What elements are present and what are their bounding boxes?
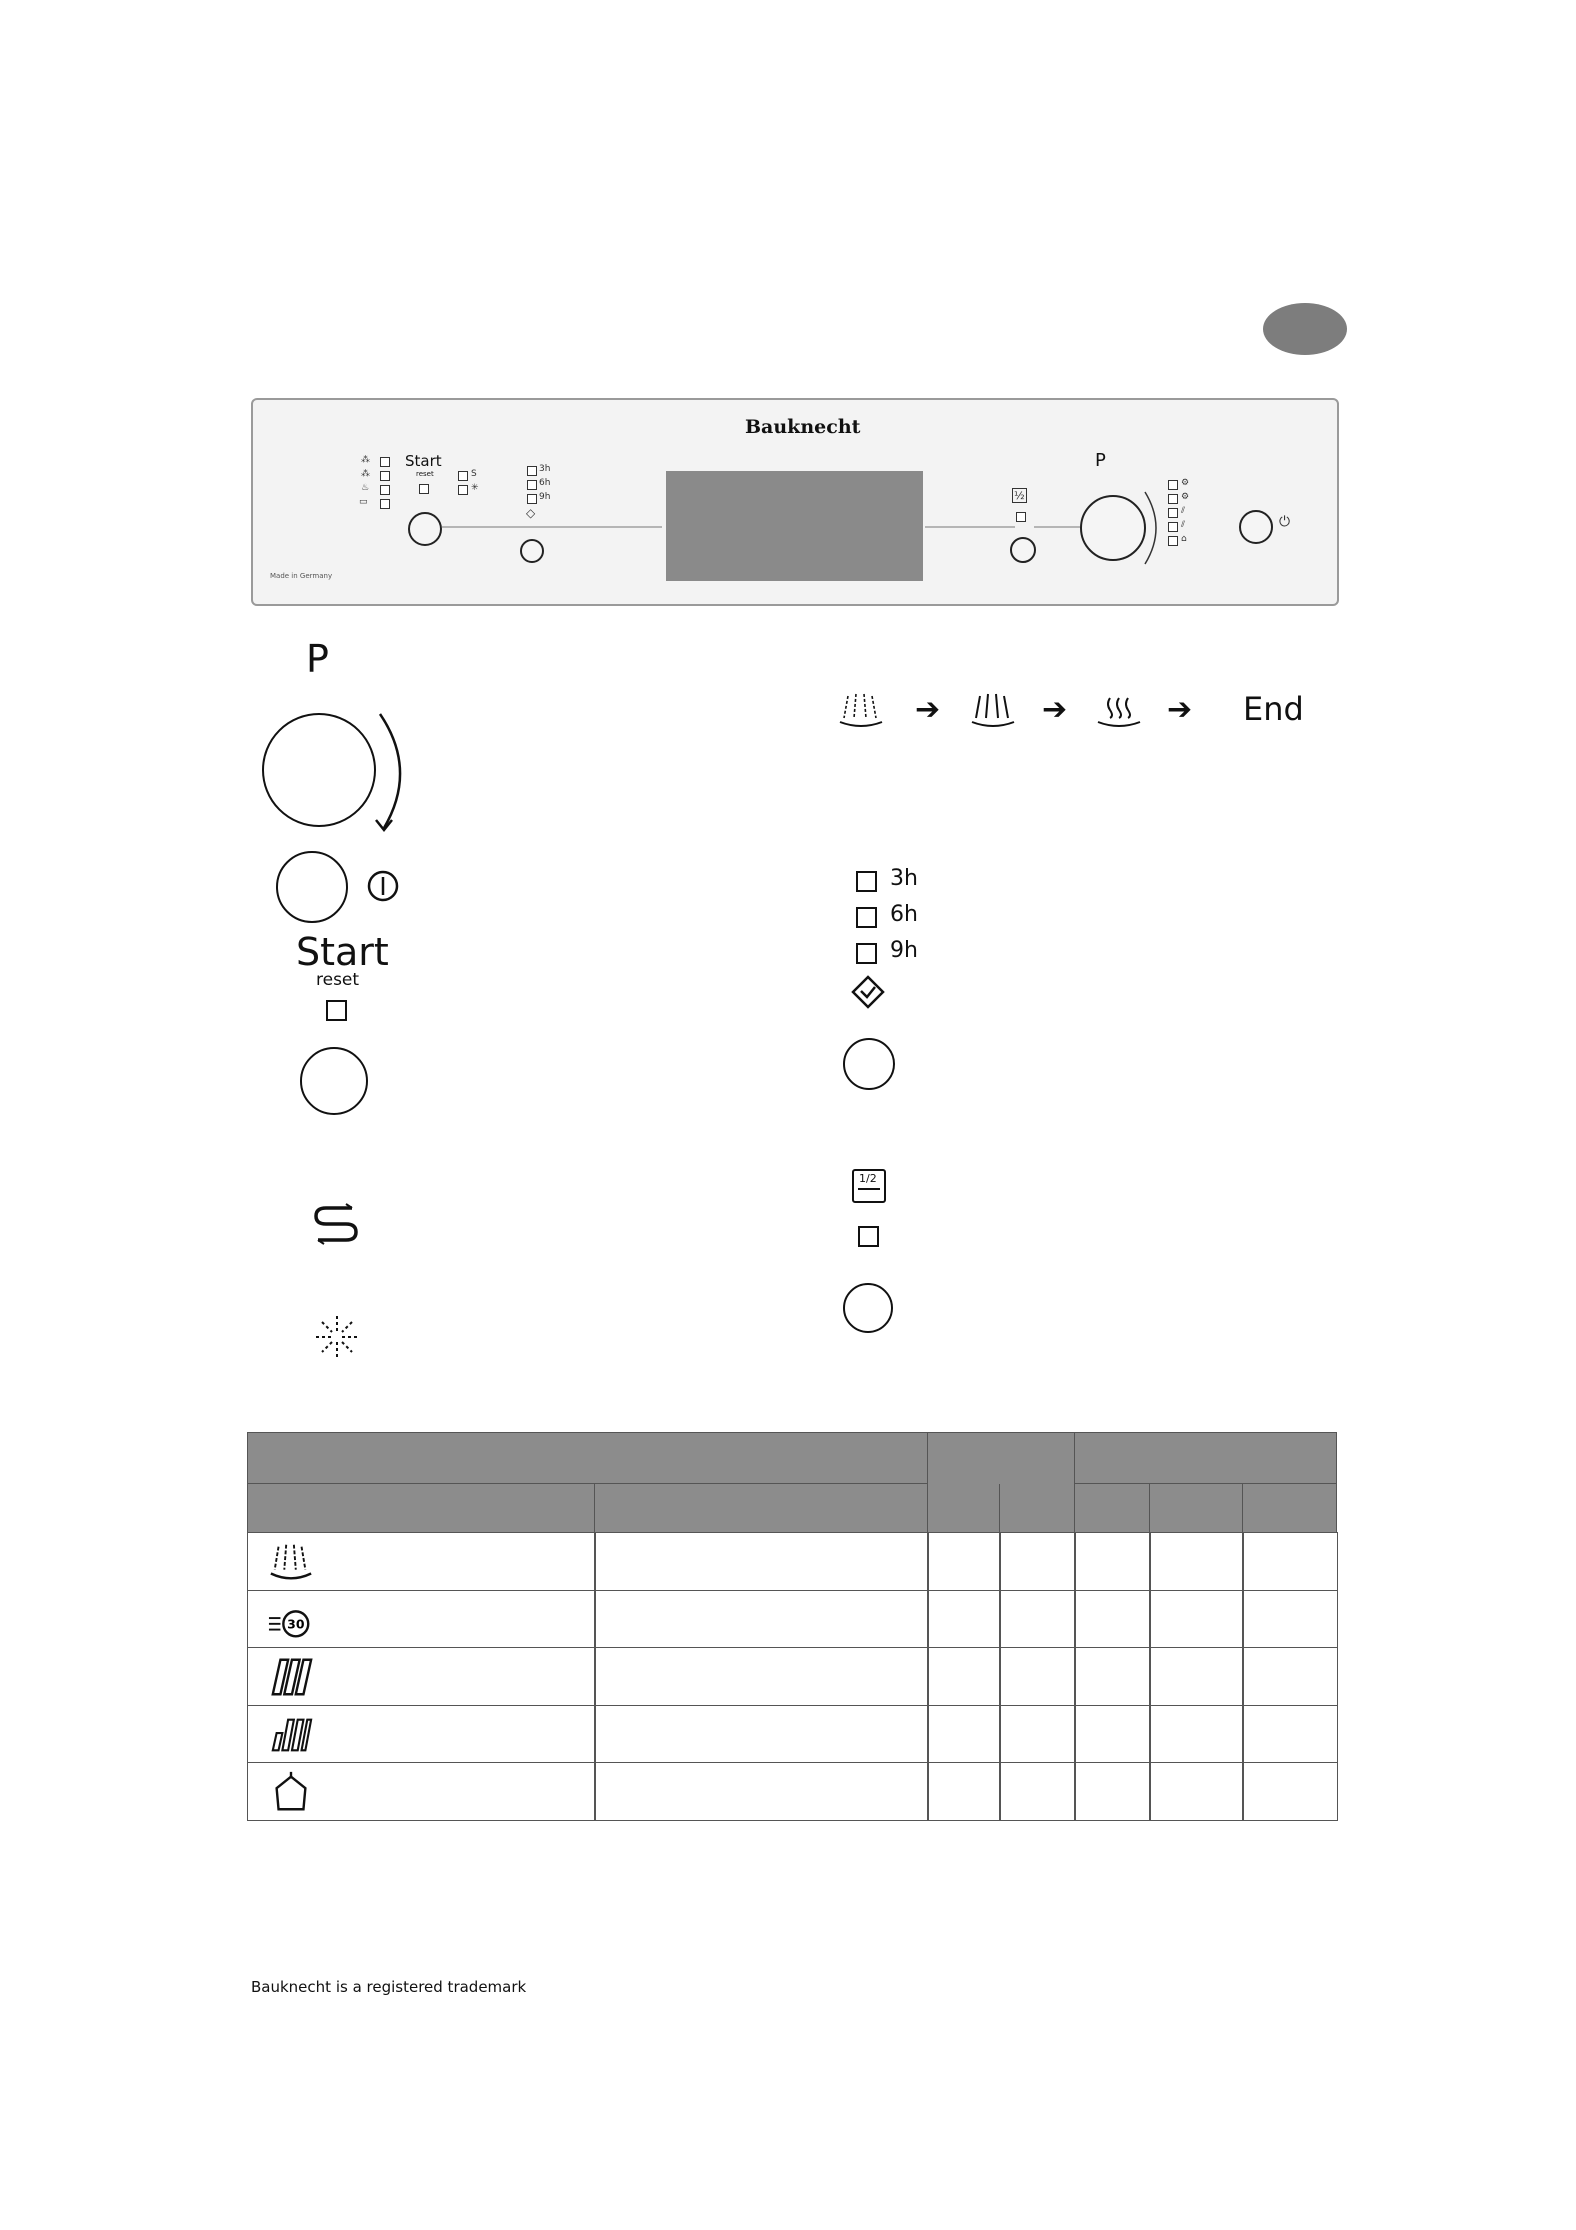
table-cell (594, 1590, 929, 1649)
table-cell (1074, 1590, 1151, 1649)
main-wash-phase-icon (968, 690, 1018, 730)
start-reset-button[interactable] (300, 1047, 368, 1115)
normal-program-icon (266, 1654, 316, 1700)
rinse-aid-led (458, 485, 468, 495)
delay-6h-led (856, 907, 877, 928)
table-cell (999, 1590, 1076, 1649)
program-small-icon: ⫽ (1181, 520, 1186, 530)
start-label: Start (296, 930, 389, 974)
program-label: P (306, 637, 329, 681)
brand-logo: Bauknecht (745, 416, 861, 438)
control-panel-illustration (251, 398, 1339, 606)
indicator-led (380, 499, 390, 509)
table-cell (1149, 1590, 1244, 1649)
table-row (247, 1647, 596, 1706)
table-cell (594, 1762, 929, 1821)
delay-3h-label: 3h (890, 866, 918, 891)
table-cell (1242, 1647, 1338, 1706)
table-row (247, 1705, 596, 1764)
power-button[interactable] (1239, 510, 1273, 544)
table-cell (927, 1647, 1001, 1706)
half-load-label: 1/2 (859, 1172, 877, 1185)
quick-30-program-icon (266, 1597, 316, 1643)
table-cell (1242, 1532, 1338, 1591)
power-icon (366, 869, 400, 903)
table-header (247, 1483, 595, 1533)
panel-divider (925, 526, 1015, 528)
table-cell (999, 1647, 1076, 1706)
reset-label: reset (316, 970, 360, 990)
eco-program-icon (266, 1712, 316, 1758)
table-row (247, 1590, 596, 1649)
table-cell (1149, 1532, 1244, 1591)
table-header (1074, 1483, 1150, 1533)
delay-3h-small: 3h (539, 464, 551, 474)
indicator-led (380, 471, 390, 481)
delay-start-icon (850, 974, 886, 1010)
delay-9h-label: 9h (890, 938, 918, 963)
delay-button[interactable] (520, 539, 544, 563)
panel-divider (442, 526, 662, 528)
power-button[interactable] (276, 851, 348, 923)
salt-icon (312, 1200, 362, 1250)
table-cell (1149, 1647, 1244, 1706)
prewash-program-icon (266, 1769, 316, 1815)
delay-9h-led (527, 494, 537, 504)
panel-reset-label: reset (416, 470, 434, 478)
table-cell (927, 1590, 1001, 1649)
rinse-aid-icon (312, 1312, 362, 1362)
program-small-icon: ⚙ (1181, 478, 1190, 488)
program-small-icon: ⌂ (1181, 534, 1187, 544)
half-load-small-icon: ▭ (359, 497, 368, 507)
power-small-icon: ⏻ (1279, 514, 1291, 530)
half-load-led (1016, 512, 1026, 522)
table-cell (999, 1532, 1076, 1591)
program-small-icon: ⚙ (1181, 492, 1190, 502)
tap-icon: ♨ (361, 483, 370, 493)
half-load-button[interactable] (843, 1283, 893, 1333)
rotation-arrow-icon (372, 708, 422, 838)
table-cell (594, 1705, 929, 1764)
table-cell (594, 1532, 929, 1591)
delay-3h-led (527, 466, 537, 476)
table-cell (999, 1705, 1076, 1764)
trademark-note: Bauknecht is a registered trademark (251, 1978, 527, 1996)
rinse-aid-small-icon: ✳ (471, 483, 479, 493)
half-load-button[interactable] (1010, 537, 1036, 563)
rinse-aid-icon: ⁂ (361, 469, 370, 479)
indicator-led (380, 457, 390, 467)
table-cell (1074, 1762, 1151, 1821)
salt-led (458, 471, 468, 481)
intensive-program-icon (266, 1539, 316, 1585)
table-cell (1242, 1762, 1338, 1821)
rotation-arrow-icon (1137, 488, 1167, 568)
drying-phase-icon (1094, 690, 1144, 730)
program-small-icon: ⫽ (1181, 506, 1186, 516)
table-cell (1149, 1705, 1244, 1764)
program-led (1168, 508, 1178, 518)
arrow-icon: ➔ (915, 692, 941, 727)
table-cell (1074, 1647, 1151, 1706)
salt-icon: ⁂ (361, 455, 370, 465)
start-led (419, 484, 429, 494)
program-selector-knob[interactable] (262, 713, 376, 827)
table-cell (927, 1532, 1001, 1591)
start-reset-button[interactable] (408, 512, 442, 546)
table-cell (927, 1705, 1001, 1764)
panel-program-label: P (1095, 450, 1106, 471)
half-load-small-icon: ½ (1014, 489, 1025, 502)
panel-start-label: Start (405, 452, 442, 470)
table-cell (1242, 1705, 1338, 1764)
delay-6h-led (527, 480, 537, 490)
table-header (247, 1432, 928, 1484)
made-in-label: Made in Germany (270, 572, 333, 580)
salt-small-icon: S (471, 469, 477, 479)
svg-text:30: 30 (287, 1616, 305, 1632)
delay-small-icon: ◇ (526, 506, 536, 520)
delay-6h-label: 6h (890, 902, 918, 927)
program-led (1168, 494, 1178, 504)
delay-9h-led (856, 943, 877, 964)
program-led (1168, 480, 1178, 490)
table-header (594, 1483, 928, 1533)
half-load-led (858, 1226, 879, 1247)
half-load-icon (852, 1169, 886, 1203)
table-cell (1242, 1590, 1338, 1649)
table-divider (999, 1484, 1000, 1533)
arrow-icon: ➔ (1167, 692, 1193, 727)
table-cell (594, 1647, 929, 1706)
delay-button[interactable] (843, 1038, 895, 1090)
display-window (666, 471, 923, 581)
table-cell (1149, 1762, 1244, 1821)
table-cell (1074, 1705, 1151, 1764)
program-led (1168, 522, 1178, 532)
table-cell (999, 1762, 1076, 1821)
table-row (247, 1762, 596, 1821)
table-header (1149, 1483, 1243, 1533)
delay-3h-led (856, 871, 877, 892)
program-led (1168, 536, 1178, 546)
table-row (247, 1532, 596, 1591)
delay-6h-small: 6h (539, 478, 551, 488)
program-table (247, 1432, 1337, 1816)
end-label: End (1243, 690, 1304, 728)
table-cell (1074, 1532, 1151, 1591)
table-header (927, 1432, 1075, 1533)
table-header (1074, 1432, 1337, 1484)
panel-divider (1034, 526, 1080, 528)
table-cell (927, 1762, 1001, 1821)
arrow-icon: ➔ (1042, 692, 1068, 727)
prewash-phase-icon (836, 690, 886, 730)
delay-9h-small: 9h (539, 492, 551, 502)
language-badge (1263, 303, 1347, 355)
table-header (1242, 1483, 1337, 1533)
start-indicator-led (326, 1000, 347, 1021)
indicator-led (380, 485, 390, 495)
